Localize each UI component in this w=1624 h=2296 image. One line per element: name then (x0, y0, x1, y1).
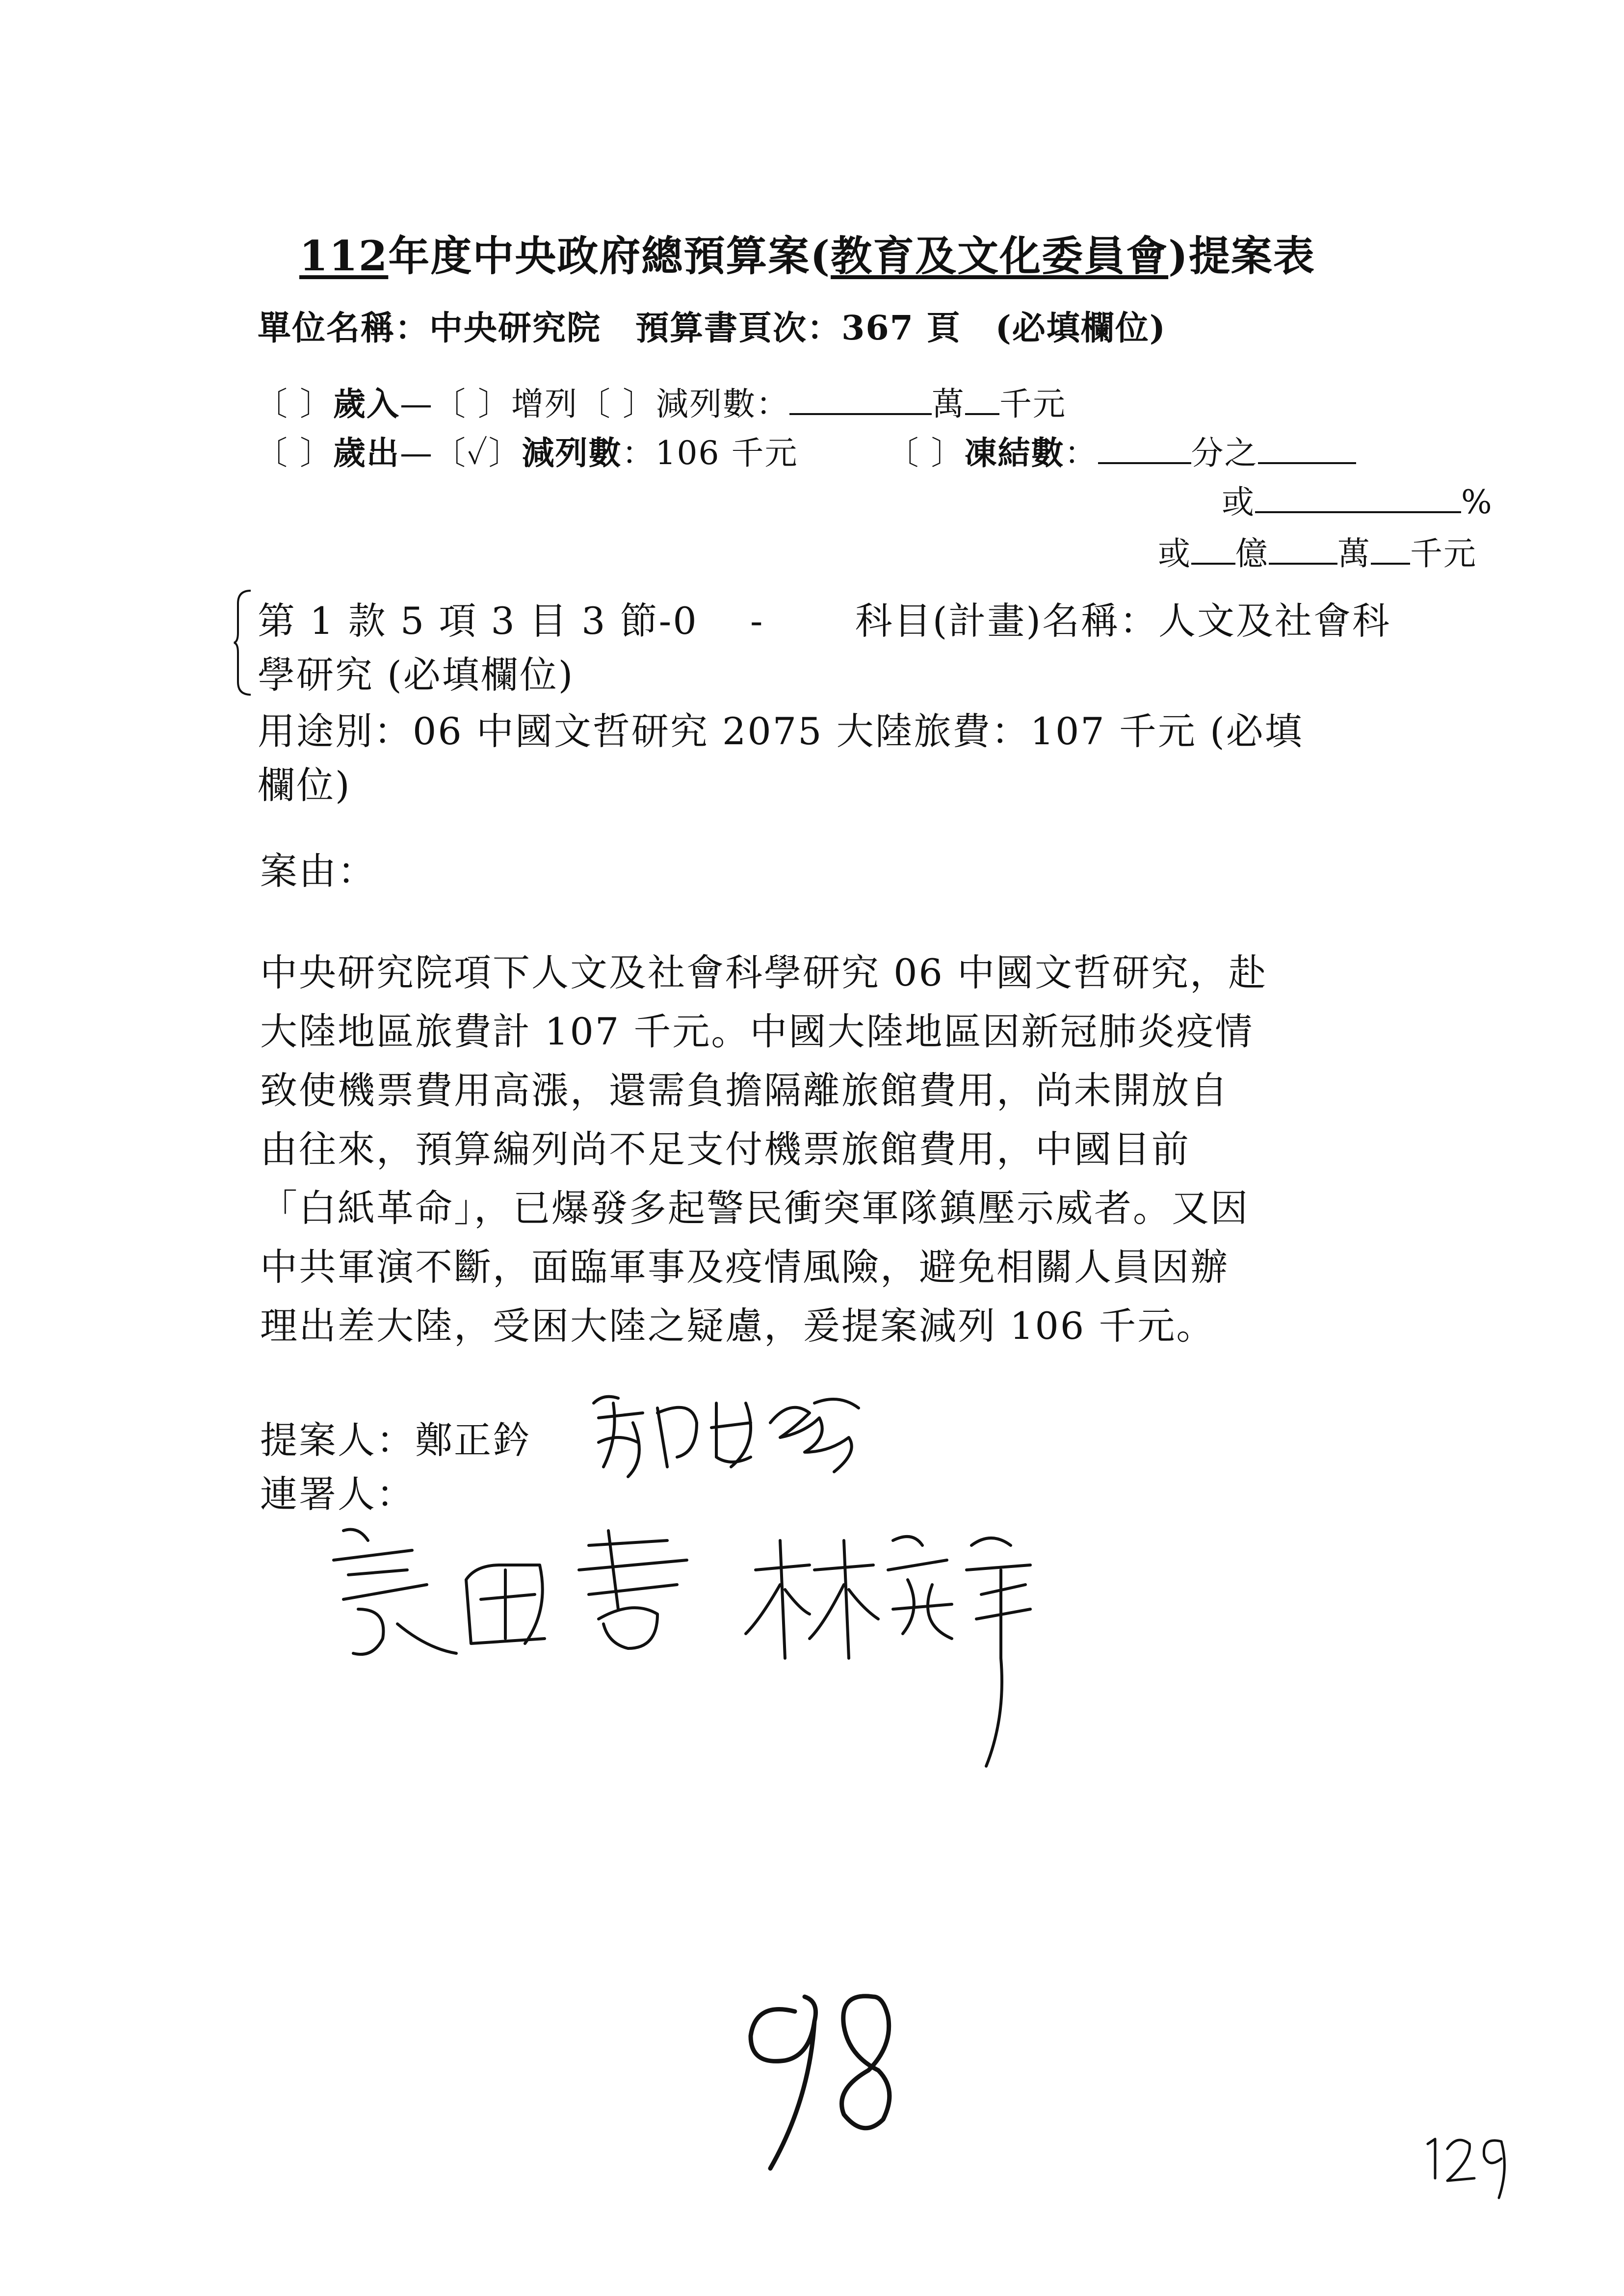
usage-line-1: 用途別：06 中國文哲研究 2075 大陸旅費：107 千元 (必填 (258, 709, 1304, 753)
title-committee: 教育及文化委員會 (831, 232, 1169, 280)
revenue-qian-blank[interactable] (965, 386, 999, 415)
freeze-fraction-label: 分之 (1191, 434, 1258, 472)
usage-line-2: 欄位) (258, 763, 351, 807)
expenditure-dash: — (399, 434, 433, 472)
revenue-wan-unit: 萬 (931, 385, 965, 423)
reason-line-2: 大陸地區旅費計 107 千元。中國大陸地區因新冠肺炎疫情 (260, 1010, 1254, 1053)
revenue-wan-blank[interactable] (789, 386, 932, 415)
or-amount-line (1158, 527, 1477, 574)
revenue-dash: — (399, 385, 433, 423)
qian-blank[interactable] (1371, 535, 1410, 565)
expenditure-decrease-label: 減列數 (522, 434, 622, 472)
expenditure-checkbox[interactable]: 〔 〕 (255, 434, 333, 472)
expenditure-label: 歲出 (333, 434, 400, 472)
yi-unit: 億 (1235, 535, 1269, 573)
expenditure-decrease-amount: ：106 千元 (622, 434, 798, 472)
handwritten-page-number (726, 1982, 913, 2188)
account-line-1: 第 1 款 5 項 3 目 3 節-0 - 科目(計畫)名稱：人文及社會科 (258, 599, 1391, 643)
title-prefix: 年度中央政府總預算案( (388, 232, 831, 280)
qian-unit: 千元 (1410, 535, 1477, 573)
or-amount-label: 或 (1158, 535, 1191, 573)
percent-sign: % (1461, 483, 1493, 521)
or-percent-line (1222, 476, 1493, 522)
yi-blank[interactable] (1191, 535, 1235, 565)
title-year: 112 (299, 232, 389, 280)
percent-blank[interactable] (1255, 484, 1461, 513)
account-line-2: 學研究 (必填欄位) (258, 653, 575, 697)
proposer-line (260, 1410, 531, 1464)
expenditure-line (255, 427, 1356, 473)
freeze-denominator-blank[interactable] (1098, 435, 1191, 464)
handwritten-corner-number (1418, 2119, 1516, 2203)
expenditure-decrease-checkbox[interactable]: 〔✓〕 (433, 434, 522, 472)
revenue-label: 歲入 (333, 385, 400, 423)
increase-checkbox[interactable]: 〔 〕 (433, 385, 511, 423)
increase-label: 增列 (511, 385, 578, 423)
decrease-checkbox[interactable]: 〔 〕 (577, 385, 656, 423)
freeze-colon: ： (1064, 434, 1098, 472)
unit-line: 單位名稱：中央研究院 預算書頁次：367 頁 (必填欄位) (258, 309, 1166, 348)
proposer-signature (584, 1383, 888, 1482)
wan-unit: 萬 (1337, 535, 1371, 573)
bracket-mark (233, 589, 253, 697)
reason-line-1: 中央研究院項下人文及社會科學研究 06 中國文哲研究，赴 (260, 951, 1268, 994)
freeze-numerator-blank[interactable] (1258, 435, 1356, 464)
proposer-label: 提案人： (260, 1418, 415, 1462)
revenue-checkbox[interactable]: 〔 〕 (255, 385, 333, 423)
reason-line-4: 由往來，預算編列尚不足支付機票旅館費用，中國目前 (260, 1127, 1190, 1171)
cosigner-signatures (314, 1511, 1079, 1786)
wan-blank[interactable] (1269, 535, 1337, 565)
reason-line-7: 理出差大陸，受困大陸之疑慮，爰提案減列 106 千元。 (260, 1304, 1215, 1348)
or-label: 或 (1222, 483, 1255, 521)
freeze-checkbox[interactable]: 〔 〕 (886, 434, 965, 472)
revenue-qian-unit: 千元 (999, 385, 1066, 423)
reason-line-5: 「白紙革命」，已爆發多起警民衝突軍隊鎮壓示威者。又因 (260, 1186, 1249, 1230)
reason-label: 案由： (260, 849, 376, 893)
proposer-name: 鄭正鈐 (415, 1418, 531, 1462)
title-suffix: )提案表 (1168, 232, 1315, 280)
revenue-decrease-label: 減列數： (655, 385, 789, 423)
reason-line-3: 致使機票費用高漲，還需負擔隔離旅館費用，尚未開放自 (260, 1069, 1229, 1112)
cosigner-label: 連署人： (260, 1472, 415, 1516)
revenue-line (255, 378, 1066, 424)
reason-line-6: 中共軍演不斷，面臨軍事及疫情風險，避免相關人員因辦 (260, 1245, 1229, 1289)
document-title (299, 223, 1315, 283)
freeze-label: 凍結數 (964, 434, 1065, 472)
